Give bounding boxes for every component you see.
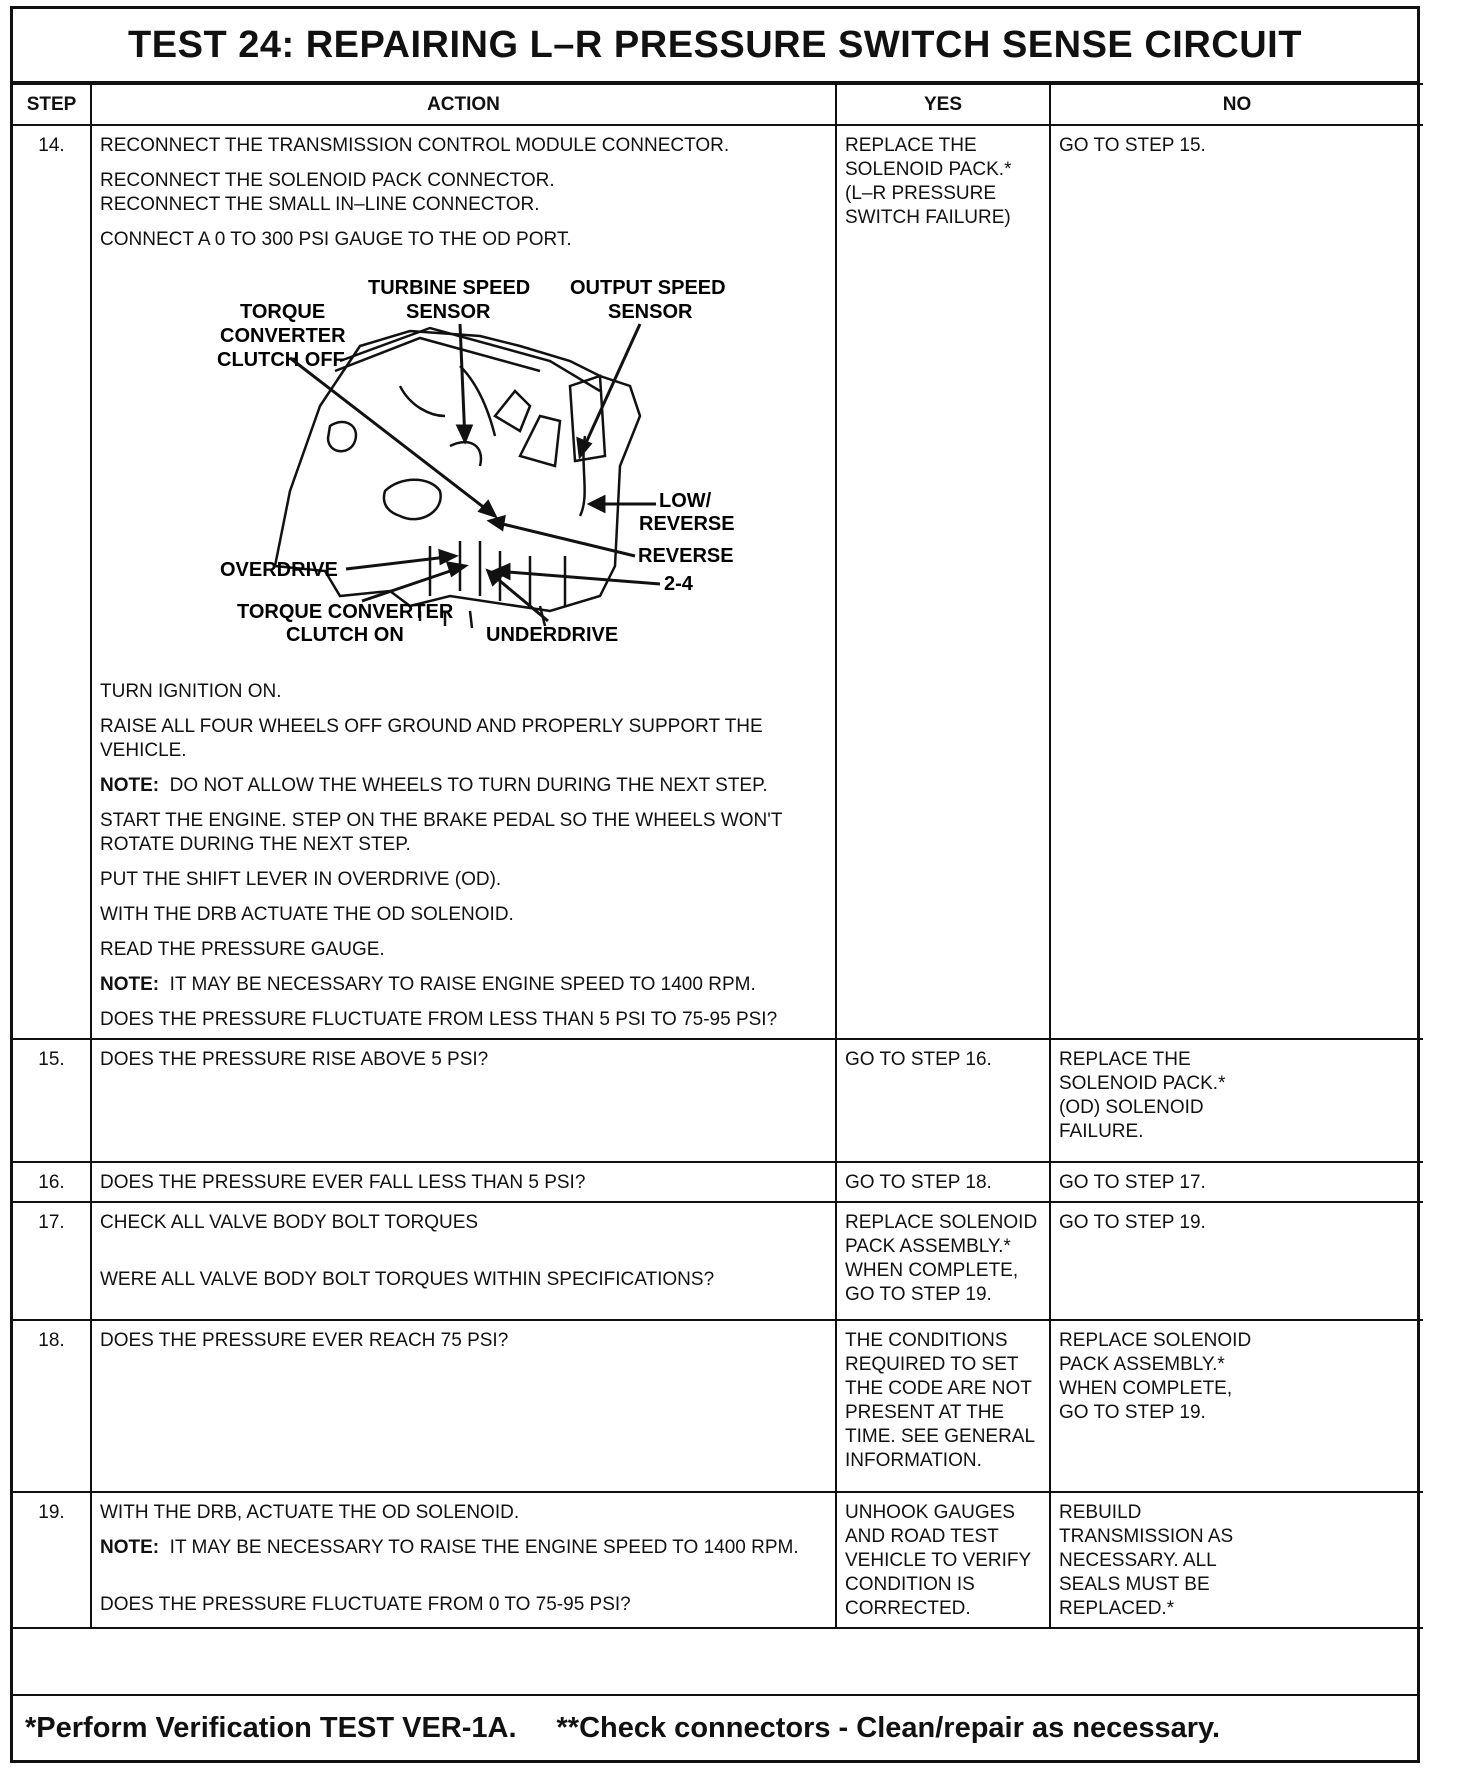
footer-connectors: **Check connectors - Clean/repair as necessary. xyxy=(556,1712,1221,1744)
action-line: DOES THE PRESSURE EVER REACH 75 PSI? xyxy=(100,1330,509,1351)
label-tcc-on-2: CLUTCH ON xyxy=(286,624,404,646)
note-line xyxy=(100,1536,827,1560)
action-line: RAISE ALL FOUR WHEELS OFF GROUND AND PROPERLY SUPPORT THE VEHICLE. xyxy=(100,716,763,761)
action-line: RECONNECT THE SOLENOID PACK CONNECTOR. RECONNECT THE SMALL IN–LINE CONNECTOR. xyxy=(100,170,555,215)
yes-text: THE CONDITIONS REQUIRED TO SET THE CODE ARE NOT PRESENT AT THE TIME. SEE GENERAL INFORMATION. xyxy=(845,1330,1036,1471)
note-line xyxy=(100,973,827,997)
table-row xyxy=(13,125,1423,1039)
note-label: NOTE: xyxy=(100,1537,160,1558)
label-tcc-on-1: TORQUE CONVERTER xyxy=(237,601,454,623)
no-cell xyxy=(1050,1492,1423,1628)
label-output-speed-sensor-2: SENSOR xyxy=(608,301,693,323)
action-cell xyxy=(91,125,836,1039)
note-label: NOTE: xyxy=(100,974,160,995)
yes-cell xyxy=(836,1162,1050,1202)
step-number: 17. xyxy=(13,1202,91,1320)
no-text: GO TO STEP 19. xyxy=(1059,1212,1206,1233)
label-underdrive: UNDERDRIVE xyxy=(486,624,619,646)
footer-verification: *Perform Verification TEST VER-1A. xyxy=(25,1712,517,1744)
no-text: REBUILD TRANSMISSION AS NECESSARY. ALL SEALS MUST BE REPLACED.* xyxy=(1059,1502,1234,1619)
yes-text: REPLACE THE SOLENOID PACK.* (L–R PRESSURE SWITCH FAILURE) xyxy=(845,135,1012,228)
action-line: WITH THE DRB ACTUATE THE OD SOLENOID. xyxy=(100,904,514,925)
label-turbine-speed-sensor-2: SENSOR xyxy=(406,301,491,323)
action-line: DOES THE PRESSURE RISE ABOVE 5 PSI? xyxy=(100,1049,489,1070)
header-step: STEP xyxy=(13,84,91,125)
no-text: GO TO STEP 17. xyxy=(1059,1172,1206,1193)
action-line: DOES THE PRESSURE FLUCTUATE FROM LESS THAN 5 PSI TO 75-95 PSI? xyxy=(100,1009,778,1030)
action-line: START THE ENGINE. STEP ON THE BRAKE PEDAL SO THE WHEELS WON'T ROTATE DURING THE NEXT STEP. xyxy=(100,810,783,855)
label-turbine-speed-sensor: TURBINE SPEED xyxy=(368,277,531,299)
label-tcc-off-2: CONVERTER xyxy=(220,325,346,347)
table-row xyxy=(13,1039,1423,1162)
no-text: GO TO STEP 15. xyxy=(1059,135,1206,156)
yes-cell xyxy=(836,1039,1050,1162)
table-row xyxy=(13,1202,1423,1320)
label-tcc-off-1: TORQUE xyxy=(240,301,326,323)
yes-text: GO TO STEP 16. xyxy=(845,1049,992,1070)
action-line: WERE ALL VALVE BODY BOLT TORQUES WITHIN SPECIFICATIONS? xyxy=(100,1269,715,1290)
header-row xyxy=(13,84,1423,125)
step-number: 14. xyxy=(13,125,91,1039)
action-cell xyxy=(91,1162,836,1202)
label-overdrive: OVERDRIVE xyxy=(220,559,338,581)
action-line: CHECK ALL VALVE BODY BOLT TORQUES xyxy=(100,1212,479,1233)
header-action: ACTION xyxy=(91,84,836,125)
no-cell xyxy=(1050,1162,1423,1202)
table-row xyxy=(13,1162,1423,1202)
label-tcc-off-3: CLUTCH OFF xyxy=(217,349,345,371)
yes-text: REPLACE SOLENOID PACK ASSEMBLY.* WHEN COMPLETE, GO TO STEP 19. xyxy=(845,1212,1038,1305)
test-sheet xyxy=(10,6,1420,1763)
footer-notes xyxy=(13,1694,1417,1760)
yes-cell xyxy=(836,125,1050,1039)
header-yes: YES xyxy=(836,84,1050,125)
note-text: DO NOT ALLOW THE WHEELS TO TURN DURING THE NEXT STEP. xyxy=(169,775,768,796)
step-number: 16. xyxy=(13,1162,91,1202)
action-line: TURN IGNITION ON. xyxy=(100,681,282,702)
steps-table xyxy=(13,83,1423,1629)
note-text: IT MAY BE NECESSARY TO RAISE THE ENGINE SPEED TO 1400 RPM. xyxy=(169,1537,799,1558)
action-line: DOES THE PRESSURE EVER FALL LESS THAN 5 PSI? xyxy=(100,1172,586,1193)
step-number: 15. xyxy=(13,1039,91,1162)
action-line: RECONNECT THE TRANSMISSION CONTROL MODULE CONNECTOR. xyxy=(100,135,730,156)
no-cell xyxy=(1050,1202,1423,1320)
yes-cell xyxy=(836,1320,1050,1492)
label-reverse: REVERSE xyxy=(638,545,734,567)
action-line: PUT THE SHIFT LEVER IN OVERDRIVE (OD). xyxy=(100,869,502,890)
action-line: READ THE PRESSURE GAUGE. xyxy=(100,939,385,960)
yes-text: GO TO STEP 18. xyxy=(845,1172,992,1193)
no-cell xyxy=(1050,1320,1423,1492)
table-row xyxy=(13,1492,1423,1628)
transmission-diagram xyxy=(100,266,740,666)
yes-cell xyxy=(836,1202,1050,1320)
no-cell xyxy=(1050,125,1423,1039)
action-cell xyxy=(91,1039,836,1162)
label-low-reverse-2: REVERSE xyxy=(639,513,735,535)
step-number: 19. xyxy=(13,1492,91,1628)
label-low-reverse-1: LOW/ xyxy=(659,490,712,512)
note-line xyxy=(100,774,827,798)
action-line: WITH THE DRB, ACTUATE THE OD SOLENOID. xyxy=(100,1502,520,1523)
yes-text: UNHOOK GAUGES AND ROAD TEST VEHICLE TO VERIFY CONDITION IS CORRECTED. xyxy=(845,1502,1032,1619)
page-title: TEST 24: REPAIRING L–R PRESSURE SWITCH SENSE CIRCUIT xyxy=(13,9,1417,83)
action-cell xyxy=(91,1202,836,1320)
no-text: REPLACE SOLENOID PACK ASSEMBLY.* WHEN COMPLETE, GO TO STEP 19. xyxy=(1059,1330,1252,1423)
action-cell xyxy=(91,1492,836,1628)
table-row xyxy=(13,1320,1423,1492)
action-cell xyxy=(91,1320,836,1492)
label-output-speed-sensor: OUTPUT SPEED xyxy=(570,277,726,299)
transmission-illustration xyxy=(275,328,640,628)
step-number: 18. xyxy=(13,1320,91,1492)
yes-cell xyxy=(836,1492,1050,1628)
note-text: IT MAY BE NECESSARY TO RAISE ENGINE SPEED TO 1400 RPM. xyxy=(169,974,756,995)
no-text: REPLACE THE SOLENOID PACK.* (OD) SOLENOID FAILURE. xyxy=(1059,1049,1226,1142)
action-line: CONNECT A 0 TO 300 PSI GAUGE TO THE OD PORT. xyxy=(100,229,572,250)
header-no: NO xyxy=(1050,84,1423,125)
label-2-4: 2-4 xyxy=(664,573,693,595)
no-cell xyxy=(1050,1039,1423,1162)
note-label: NOTE: xyxy=(100,775,160,796)
action-line: DOES THE PRESSURE FLUCTUATE FROM 0 TO 75-95 PSI? xyxy=(100,1594,631,1615)
